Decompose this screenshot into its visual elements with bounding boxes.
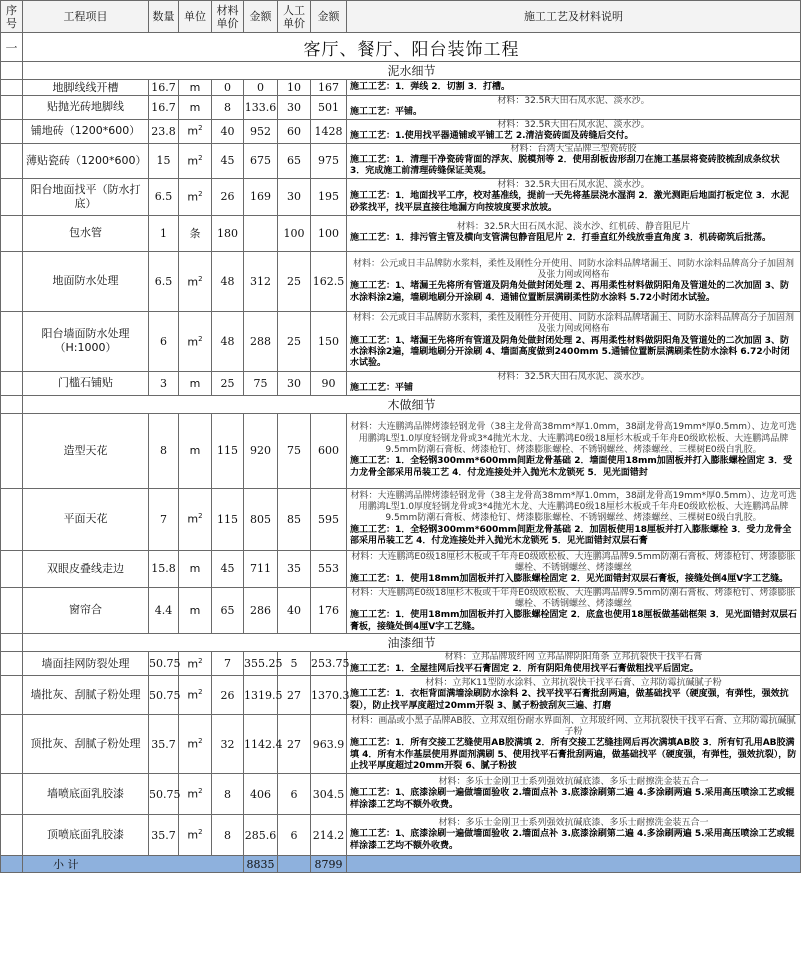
labor-price-cell: 27 bbox=[278, 676, 311, 715]
table-row bbox=[1, 488, 801, 550]
unit-superscript: 2 bbox=[198, 153, 203, 162]
unit-cell: $m^2$ bbox=[179, 119, 212, 143]
description-cell bbox=[347, 774, 801, 815]
material-price-cell: 8 bbox=[212, 774, 244, 815]
material-description: 材料：立邦K11型防水涂料、立邦抗裂快干找平石膏、立邦防霉抗碱腻子粉 bbox=[425, 677, 722, 688]
labor-price-cell: 65 bbox=[278, 143, 311, 178]
process-description: 施工工艺：平铺。 bbox=[350, 107, 423, 118]
description-cell bbox=[347, 178, 801, 215]
material-price-cell: 0 bbox=[212, 80, 244, 96]
unit-superscript: 2 bbox=[198, 512, 203, 521]
project-name-cell: 贴抛光砖地脚线 bbox=[23, 96, 149, 120]
quantity-cell: 16.7 bbox=[149, 96, 179, 120]
table-row bbox=[1, 371, 801, 395]
unit-cell: $m^2$ bbox=[179, 815, 212, 856]
row-seq-cell bbox=[1, 587, 23, 634]
table-body bbox=[1, 33, 801, 873]
unit-cell: $m^2$ bbox=[179, 715, 212, 774]
material-amount-cell: 920 bbox=[244, 413, 278, 488]
material-amount-cell: 285.6 bbox=[244, 815, 278, 856]
material-price-cell: 115 bbox=[212, 413, 244, 488]
material-amount-cell: 711 bbox=[244, 550, 278, 587]
labor-price-cell: 30 bbox=[278, 178, 311, 215]
description-cell bbox=[347, 815, 801, 856]
quantity-cell: 35.7 bbox=[149, 715, 179, 774]
project-name-cell: 铺地砖（1200*600） bbox=[23, 119, 149, 143]
table-row bbox=[1, 178, 801, 215]
description-cell bbox=[347, 371, 801, 395]
unit-superscript: 2 bbox=[198, 787, 203, 796]
material-amount-cell: 75 bbox=[244, 371, 278, 395]
material-amount-cell: 1319.5 bbox=[244, 676, 278, 715]
description-cell bbox=[347, 550, 801, 587]
quantity-cell: 6 bbox=[149, 311, 179, 371]
material-description: 材料：32.5R大田石凤水泥、淡水沙。 bbox=[497, 119, 650, 130]
unit-cell: $m^2$ bbox=[179, 178, 212, 215]
table-row bbox=[1, 311, 801, 371]
group-title: 木做细节 bbox=[23, 395, 801, 413]
unit-cell: $m^2$ bbox=[179, 676, 212, 715]
description-cell bbox=[347, 143, 801, 178]
description-cell bbox=[347, 251, 801, 311]
quantity-cell: 15.8 bbox=[149, 550, 179, 587]
row-seq-cell bbox=[1, 652, 23, 676]
process-description: 施工工艺：1．弹线 2．切割 3．打槽。 bbox=[350, 81, 511, 92]
row-seq-cell bbox=[1, 119, 23, 143]
material-description: 材料：画晶或小黑子品牌AB胶、立邦双组份耐水界面剂、立邦玻纤网、立邦抗裂快干找平石膏、立邦防霉抗碱腻子粉 bbox=[351, 715, 796, 737]
unit-superscript: 2 bbox=[198, 737, 203, 746]
quantity-cell: 50.75 bbox=[149, 652, 179, 676]
labor-amount-cell: 167 bbox=[311, 80, 347, 96]
labor-price-cell: 6 bbox=[278, 815, 311, 856]
process-description: 施工工艺：1．全屋挂网后找平石膏固定 2．所有阴阳角使用找平石膏做粗找平后固定。 bbox=[350, 663, 699, 674]
description-cell bbox=[347, 80, 801, 96]
unit-cell: m bbox=[179, 587, 212, 634]
labor-amount-cell: 501 bbox=[311, 96, 347, 120]
process-description: 施工工艺：1．全轻钢300mm*600mm间距龙骨基础 2．墙面使用18mm加固板并打入膨胀螺栓固定 3．受力龙骨全部采用吊装工艺 4．付龙连接处并入抛光木龙锁死 5．见光面错封 bbox=[350, 456, 793, 478]
unit-superscript: 2 bbox=[198, 828, 203, 837]
project-name-cell: 薄贴瓷砖（1200*600） bbox=[23, 143, 149, 178]
project-name-cell: 包水管 bbox=[23, 215, 149, 251]
project-name-cell: 墙面挂网防裂处理 bbox=[23, 652, 149, 676]
material-description: 材料：立邦品牌玻纤网 立邦品牌阴阳角条 立邦抗裂快干找平石膏 bbox=[444, 652, 703, 663]
row-seq-cell bbox=[1, 488, 23, 550]
material-price-cell: 26 bbox=[212, 178, 244, 215]
description-cell bbox=[347, 715, 801, 774]
labor-amount-cell: 195 bbox=[311, 178, 347, 215]
row-seq-cell bbox=[1, 311, 23, 371]
header-project: 工程项目 bbox=[23, 1, 149, 33]
material-description: 材料：台湾大宝品牌三型瓷砖胶 bbox=[510, 143, 637, 154]
header-description: 施工工艺及材料说明 bbox=[347, 1, 801, 33]
material-price-cell: 65 bbox=[212, 587, 244, 634]
row-seq-cell bbox=[1, 774, 23, 815]
material-price-cell: 8 bbox=[212, 815, 244, 856]
unit-cell: m bbox=[179, 413, 212, 488]
header-labor-price: 人工单价 bbox=[278, 1, 311, 33]
material-description: 材料：多乐士金刚卫士系列强效抗碱底漆、多乐士耐擦洗金装五合一 bbox=[438, 776, 709, 787]
unit-cell: $m^2$ bbox=[179, 652, 212, 676]
project-name-cell: 造型天花 bbox=[23, 413, 149, 488]
material-description: 材料：32.5R大田石凤水泥、淡水沙。 bbox=[497, 96, 650, 106]
quantity-cell: 8 bbox=[149, 413, 179, 488]
unit-cell: $m^2$ bbox=[179, 488, 212, 550]
group-seq-cell bbox=[1, 634, 23, 652]
unit-cell: $m^2$ bbox=[179, 143, 212, 178]
unit-cell: 条 bbox=[179, 215, 212, 251]
quantity-cell: 6.5 bbox=[149, 178, 179, 215]
labor-price-cell: 10 bbox=[278, 80, 311, 96]
material-description: 材料：大连鹏鸿品牌烤漆轻钢龙骨（38主龙骨高38mm*厚1.0mm，38副龙骨高19mm*厚0.5mm）、边龙可选用鹏鸿L型1.0厚度轻钢龙骨或3*4抛光木龙、大连鹏鸿E0级18厘杉木板或千年舟E0级欧松板、大连鹏鸿品牌9.5mm防潮石膏板、烤漆枪钉、烤漆膨胀螺栓、不锈钢螺丝、烤漆螺丝、三棵树E0级白乳胶。 bbox=[350, 490, 797, 524]
subtotal-label: 小 计 bbox=[23, 856, 244, 873]
material-price-cell: 25 bbox=[212, 371, 244, 395]
labor-price-cell: 25 bbox=[278, 311, 311, 371]
unit-cell: m bbox=[179, 371, 212, 395]
description-cell bbox=[347, 119, 801, 143]
process-description: 施工工艺：1．衣柜背面满墙涂刷防水涂料 2、找平找平石膏批刮两遍，做基础找平（硬度强，有弹性，强效抗裂），防止找平厚度超过20mm开裂 3、腻子粉披刮灰三遍、打磨 bbox=[350, 689, 789, 711]
quantity-cell: 35.7 bbox=[149, 815, 179, 856]
quantity-cell: 16.7 bbox=[149, 80, 179, 96]
material-description: 材料：大连鹏鸿E0级18厘杉木板或千年舟E0级欧松板、大连鹏鸿品牌9.5mm防潮石膏板、烤漆枪钉、烤漆膨胀螺栓、不锈钢螺丝、烤漆螺丝 bbox=[351, 587, 796, 610]
group-seq-cell bbox=[1, 395, 23, 413]
material-description: 材料：大连鹏鸿E0级18厘杉木板或千年舟E0级欧松板、大连鹏鸿品牌9.5mm防潮石膏板、烤漆枪钉、烤漆膨胀螺栓、不锈钢螺丝、烤漆螺丝 bbox=[351, 551, 796, 573]
table-row bbox=[1, 550, 801, 587]
labor-price-cell: 5 bbox=[278, 652, 311, 676]
row-seq-cell bbox=[1, 371, 23, 395]
unit-superscript: 2 bbox=[198, 190, 203, 199]
material-description: 材料：32.5R大田石凤水泥、淡水沙。 bbox=[497, 179, 650, 190]
row-seq-cell bbox=[1, 815, 23, 856]
labor-price-cell: 30 bbox=[278, 96, 311, 120]
table-row bbox=[1, 215, 801, 251]
table-row bbox=[1, 80, 801, 96]
labor-price-cell: 27 bbox=[278, 715, 311, 774]
row-seq-cell bbox=[1, 715, 23, 774]
unit-cell: $m^2$ bbox=[179, 774, 212, 815]
project-name-cell: 平面天花 bbox=[23, 488, 149, 550]
labor-price-cell: 60 bbox=[278, 119, 311, 143]
labor-amount-cell: 975 bbox=[311, 143, 347, 178]
subtotal-seq-cell bbox=[1, 856, 23, 873]
material-amount-cell bbox=[244, 215, 278, 251]
section-number: 一 bbox=[1, 33, 23, 62]
labor-price-cell: 40 bbox=[278, 587, 311, 634]
material-price-cell: 40 bbox=[212, 119, 244, 143]
process-description: 施工工艺：1．地面找平工序，校对基准线，提前一天先将基层浇水湿润 2．激光测距后地面打板定位 3．水泥砂浆找平，找平层直接往地漏方向按坡度要求放坡。 bbox=[350, 191, 790, 213]
project-name-cell: 地面防水处理 bbox=[23, 251, 149, 311]
header-material-price: 材料单价 bbox=[212, 1, 244, 33]
header-amount-labor: 金额 bbox=[311, 1, 347, 33]
material-price-cell: 26 bbox=[212, 676, 244, 715]
subtotal-labor-amount: 8799 bbox=[311, 856, 347, 873]
process-description: 施工工艺：1．全轻钢300mm*600mm间距龙骨基础 2．加固板使用18厘板并打入膨胀螺栓 3．受力龙骨全部采用吊装工艺 4．付龙连接处并入抛光木龙锁死 5．见光面错封双层石膏 bbox=[350, 524, 792, 547]
unit-superscript: 2 bbox=[198, 124, 203, 133]
material-amount-cell: 0 bbox=[244, 80, 278, 96]
labor-amount-cell: 176 bbox=[311, 587, 347, 634]
labor-amount-cell: 1428 bbox=[311, 119, 347, 143]
material-amount-cell: 288 bbox=[244, 311, 278, 371]
labor-amount-cell: 214.2 bbox=[311, 815, 347, 856]
table-row bbox=[1, 413, 801, 488]
table-row bbox=[1, 715, 801, 774]
material-price-cell: 48 bbox=[212, 311, 244, 371]
material-price-cell: 115 bbox=[212, 488, 244, 550]
quantity-cell: 4.4 bbox=[149, 587, 179, 634]
material-price-cell: 7 bbox=[212, 652, 244, 676]
labor-price-cell: 85 bbox=[278, 488, 311, 550]
labor-price-cell: 30 bbox=[278, 371, 311, 395]
material-amount-cell: 406 bbox=[244, 774, 278, 815]
description-cell bbox=[347, 96, 801, 120]
unit-superscript: 2 bbox=[198, 334, 203, 343]
labor-amount-cell: 90 bbox=[311, 371, 347, 395]
project-name-cell: 阳台地面找平（防水打底） bbox=[23, 178, 149, 215]
group-row bbox=[1, 634, 801, 652]
material-price-cell: 45 bbox=[212, 550, 244, 587]
project-name-cell: 墙喷底面乳胶漆 bbox=[23, 774, 149, 815]
quantity-cell: 23.8 bbox=[149, 119, 179, 143]
labor-price-cell: 35 bbox=[278, 550, 311, 587]
quantity-cell: 3 bbox=[149, 371, 179, 395]
header-qty: 数量 bbox=[149, 1, 179, 33]
project-name-cell: 双眼皮叠线走边 bbox=[23, 550, 149, 587]
material-price-cell: 8 bbox=[212, 96, 244, 120]
material-amount-cell: 286 bbox=[244, 587, 278, 634]
unit-cell: m bbox=[179, 80, 212, 96]
material-description: 材料：32.5R大田石凤水泥、淡水沙。 bbox=[497, 371, 650, 382]
process-description: 施工工艺：1．所有交接工艺缝使用AB胶满填 2．所有交接工艺缝挂网后再次满填AB胶 3．所有钉孔用AB胶满填 4．所有木作基层使用界面剂满刷 5、使用找平石膏批刮两遍，做基础找平（硬度强，有弹性，强效抗裂），防止找平厚度超过20mm开裂 6、腻子粉披 bbox=[350, 738, 797, 772]
description-cell bbox=[347, 311, 801, 371]
material-price-cell: 45 bbox=[212, 143, 244, 178]
project-name-cell: 阳台墙面防水处理（H:1000） bbox=[23, 311, 149, 371]
description-cell bbox=[347, 587, 801, 634]
process-description: 施工工艺：1．使用18mm加固板并打入膨胀螺栓固定 2．见光面错封双层石膏板，接缝处倒4厘V字工艺缝。 bbox=[350, 574, 789, 585]
row-seq-cell bbox=[1, 215, 23, 251]
description-cell bbox=[347, 676, 801, 715]
subtotal-desc-cell bbox=[347, 856, 801, 873]
material-price-cell: 180 bbox=[212, 215, 244, 251]
subtotal-empty-cell bbox=[278, 856, 311, 873]
quantity-cell: 1 bbox=[149, 215, 179, 251]
row-seq-cell bbox=[1, 676, 23, 715]
description-cell bbox=[347, 488, 801, 550]
process-description: 施工工艺：1．排污管主管及横向支管满包静音阻尼片 2．打垂直红外线放垂直角度 3．机砖砌筑后批荡。 bbox=[350, 233, 772, 244]
subtotal-material-amount: 8835 bbox=[244, 856, 278, 873]
subtotal-row bbox=[1, 856, 801, 873]
row-seq-cell bbox=[1, 178, 23, 215]
labor-amount-cell: 595 bbox=[311, 488, 347, 550]
material-amount-cell: 805 bbox=[244, 488, 278, 550]
group-title: 油漆细节 bbox=[23, 634, 801, 652]
unit-cell: m bbox=[179, 550, 212, 587]
process-description: 施工工艺：1．清理干净瓷砖背面的浮灰、脱模剂等 2．使用刮板齿形刮刀在施工基层将瓷砖胶梳刮成条纹状 3．完成施工前清理砖缝保证美观。 bbox=[350, 155, 780, 177]
labor-amount-cell: 600 bbox=[311, 413, 347, 488]
quantity-cell: 6.5 bbox=[149, 251, 179, 311]
material-description: 材料：公元或日丰品牌防水浆料，柔性及刚性分开使用、同防水涂料品牌堵漏王、同防水涂料品牌高分子加固剂及张力网或网格布 bbox=[352, 312, 794, 335]
project-name-cell: 顶喷底面乳胶漆 bbox=[23, 815, 149, 856]
labor-amount-cell: 150 bbox=[311, 311, 347, 371]
table-row bbox=[1, 251, 801, 311]
material-amount-cell: 312 bbox=[244, 251, 278, 311]
group-row bbox=[1, 395, 801, 413]
group-seq-cell bbox=[1, 62, 23, 80]
labor-price-cell: 100 bbox=[278, 215, 311, 251]
quantity-cell: 15 bbox=[149, 143, 179, 178]
header-seq: 序号 bbox=[1, 1, 23, 33]
table-row bbox=[1, 587, 801, 634]
labor-amount-cell: 553 bbox=[311, 550, 347, 587]
material-amount-cell: 355.25 bbox=[244, 652, 278, 676]
table-row bbox=[1, 119, 801, 143]
labor-amount-cell: 100 bbox=[311, 215, 347, 251]
unit-cell: $m^2$ bbox=[179, 311, 212, 371]
quantity-cell: 50.75 bbox=[149, 774, 179, 815]
row-seq-cell bbox=[1, 550, 23, 587]
labor-price-cell: 25 bbox=[278, 251, 311, 311]
table-row bbox=[1, 774, 801, 815]
row-seq-cell bbox=[1, 80, 23, 96]
process-description: 施工工艺：1、堵漏王先将所有管道及阴角处做封闭处理 2、再用柔性材料做阴阳角及管道处的二次加固 3、防水涂料涂2遍，墙刷地刷分开涂刷 4、墙面高度做到2400mm 5.通铺位置断层满刷柔性防水涂料 6.72小时闭水试验。 bbox=[350, 335, 790, 369]
unit-superscript: 2 bbox=[198, 656, 203, 665]
table-row bbox=[1, 652, 801, 676]
labor-amount-cell: 304.5 bbox=[311, 774, 347, 815]
unit-cell: m bbox=[179, 96, 212, 120]
project-name-cell: 门槛石铺贴 bbox=[23, 371, 149, 395]
description-cell bbox=[347, 413, 801, 488]
material-description: 材料：公元或日丰品牌防水浆料，柔性及刚性分开使用、同防水涂料品牌堵漏王、同防水涂料品牌高分子加固剂及张力网或网格布 bbox=[352, 258, 794, 280]
project-name-cell: 顶批灰、刮腻子粉处理 bbox=[23, 715, 149, 774]
row-seq-cell bbox=[1, 96, 23, 120]
project-name-cell: 地脚线线开槽 bbox=[23, 80, 149, 96]
labor-amount-cell: 963.9 bbox=[311, 715, 347, 774]
group-row bbox=[1, 62, 801, 80]
process-description: 施工工艺：1．使用18mm加固板并打入膨胀螺栓固定 2．底盒也使用18厘板做基础框架 3．见光面错封双层石膏板，接缝处倒4厘V字工艺缝。 bbox=[350, 610, 797, 632]
description-cell bbox=[347, 652, 801, 676]
header-amount-material: 金额 bbox=[244, 1, 278, 33]
table-row bbox=[1, 96, 801, 120]
process-description: 施工工艺：平铺 bbox=[350, 383, 414, 394]
quantity-cell: 50.75 bbox=[149, 676, 179, 715]
material-description: 材料：大连鹏鸿品牌烤漆轻钢龙骨（38主龙骨高38mm*厚1.0mm，38副龙骨高19mm*厚0.5mm）、边龙可选用鹏鸿L型1.0厚度轻钢龙骨或3*4抛光木龙、大连鹏鸿E0级18厘杉木板或千年舟E0级欧松板、大连鹏鸿品牌9.5mm防潮石膏板、烤漆枪钉、烤漆膨胀螺栓、不锈钢螺丝、烤漆螺丝、三棵树E0级白乳胶。 bbox=[350, 422, 797, 455]
labor-price-cell: 6 bbox=[278, 774, 311, 815]
table-row bbox=[1, 815, 801, 856]
quantity-cell: 7 bbox=[149, 488, 179, 550]
material-amount-cell: 1142.4 bbox=[244, 715, 278, 774]
labor-amount-cell: 162.5 bbox=[311, 251, 347, 311]
description-cell bbox=[347, 215, 801, 251]
material-price-cell: 48 bbox=[212, 251, 244, 311]
row-seq-cell bbox=[1, 413, 23, 488]
material-description: 材料：多乐士金刚卫士系列强效抗碱底漆、多乐士耐擦洗金装五合一 bbox=[438, 817, 709, 828]
material-amount-cell: 169 bbox=[244, 178, 278, 215]
labor-price-cell: 75 bbox=[278, 413, 311, 488]
process-description: 施工工艺：1.使用找平器通铺或平铺工艺 2.清洁瓷砖面及砖缝后交付。 bbox=[350, 131, 634, 142]
material-amount-cell: 133.6 bbox=[244, 96, 278, 120]
header-row bbox=[1, 1, 801, 33]
material-amount-cell: 675 bbox=[244, 143, 278, 178]
material-description: 材料：32.5R大田石凤水泥、淡水沙、红机砖、静音阻尼片 bbox=[456, 221, 691, 232]
section-title: 客厅、餐厅、阳台装饰工程 bbox=[23, 33, 801, 62]
unit-superscript: 2 bbox=[198, 688, 203, 697]
group-title: 泥水细节 bbox=[23, 62, 801, 80]
row-seq-cell bbox=[1, 251, 23, 311]
labor-amount-cell: 253.75 bbox=[311, 652, 347, 676]
process-description: 施工工艺：1、底漆涂刷一遍做墙面验收 2.墙面点补 3.底漆涂刷第二遍 4.多涂刷两遍 5.采用高压喷涂工艺或辊样涂漆工艺均不额外收费。 bbox=[350, 788, 795, 810]
table-row bbox=[1, 143, 801, 178]
material-price-cell: 32 bbox=[212, 715, 244, 774]
row-seq-cell bbox=[1, 143, 23, 178]
header-unit: 单位 bbox=[179, 1, 212, 33]
process-description: 施工工艺：1、底漆涂刷一遍做墙面验收 2.墙面点补 3.底漆涂刷第二遍 4.多涂刷两遍 5.采用高压喷涂工艺或辊样涂漆工艺均不额外收费。 bbox=[350, 829, 795, 851]
unit-cell: $m^2$ bbox=[179, 251, 212, 311]
table-row bbox=[1, 676, 801, 715]
process-description: 施工工艺：1、堵漏王先将所有管道及阴角处做封闭处理 2、再用柔性材料做阴阳角及管道处的二次加固 3、防水涂料涂2遍，墙刷地刷分开涂刷 4．通铺位置断层满刷柔性防水涂料 5.72小时闭水试验。 bbox=[350, 281, 790, 303]
project-name-cell: 窗帘合 bbox=[23, 587, 149, 634]
labor-amount-cell: 1370.3 bbox=[311, 676, 347, 715]
unit-superscript: 2 bbox=[198, 274, 203, 283]
material-amount-cell: 952 bbox=[244, 119, 278, 143]
project-name-cell: 墙批灰、刮腻子粉处理 bbox=[23, 676, 149, 715]
section-row bbox=[1, 33, 801, 62]
